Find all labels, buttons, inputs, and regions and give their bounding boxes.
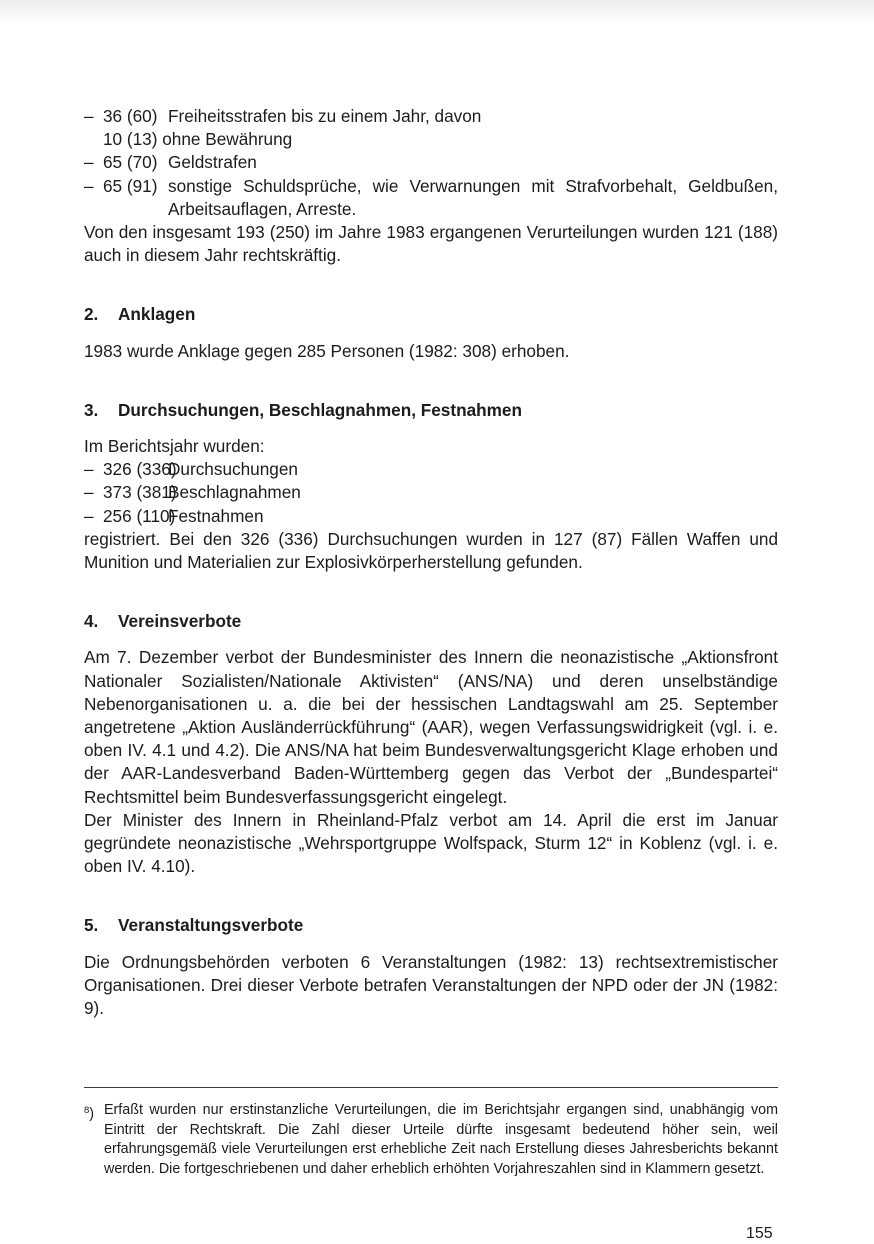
list-dash: – xyxy=(84,505,94,526)
list-dash: – xyxy=(84,175,94,196)
paragraph-veranstaltungsverbote: Die Ordnungsbehörden verboten 6 Veranstaltungen (1982: 13) rechtsextremistischer Organisationen. Drei dieser Verbote betrafen Veranstaltungen der NPD oder der JN (1982: 9). xyxy=(84,951,778,1019)
page-number: 155 xyxy=(746,1225,773,1242)
list-text: Freiheitsstrafen bis zu einem Jahr, davon xyxy=(168,106,482,126)
footnote xyxy=(84,1101,778,1179)
list-subitem xyxy=(84,128,778,151)
page-body xyxy=(84,105,778,1020)
list-number: 256 (110) xyxy=(103,505,176,526)
scan-top-shadow xyxy=(0,0,874,22)
list-number: 65 (91) xyxy=(103,175,158,196)
section-heading-durchsuchungen xyxy=(84,399,778,422)
paragraph-outro: registriert. Bei den 326 (336) Durchsuchungen wurden in 127 (87) Fällen Waffen und Munition und Materialien zur Explosivkörperherstellung gefunden. xyxy=(84,528,778,573)
list-item xyxy=(84,505,778,528)
section-number: 3. xyxy=(84,399,99,420)
section-heading-anklagen xyxy=(84,303,778,326)
list-dash: – xyxy=(84,152,94,173)
list-number: 65 (70) xyxy=(103,152,158,173)
list-item xyxy=(84,458,778,481)
list-dash: – xyxy=(84,106,94,126)
list-item xyxy=(84,105,778,128)
footnote-marker xyxy=(84,1101,94,1125)
list-text: Beschlagnahmen xyxy=(168,482,301,503)
section-number: 4. xyxy=(84,611,99,632)
section-heading-veranstaltungsverbote xyxy=(84,914,778,937)
section-title: Veranstaltungsverbote xyxy=(118,915,304,936)
list-number: 373 (381) xyxy=(103,482,177,503)
list-item xyxy=(84,481,778,504)
section-number: 2. xyxy=(84,304,99,325)
section-number: 5. xyxy=(84,915,99,936)
paragraph-vereinsverbote-1: Am 7. Dezember verbot der Bundesminister des Innern die neonazistische „Aktionsfront Nationaler Sozialisten/Nationale Aktivisten“ (ANS/NA) und deren unselbständige Nebenorganisationen u. a. die bei der hessischen Landtagswahl am 25. September angetretene „Aktion Ausländerrückführung“ (AAR), wegen Verfassungswidrigkeit (vgl. i. e. oben IV. 4.1 und 4.2). Die ANS/NA hat beim Bundesverwaltungsgericht Klage erhoben und der AAR-Landesverband Baden-Württemberg gegen das Verbot der „Bundespartei“ Rechtsmittel beim Bundesverfassungsgericht eingelegt. xyxy=(84,647,778,807)
list-text: sonstige Schuldsprüche, wie Verwarnungen mit Strafvorbehalt, Geldbußen, Arbeitsauflagen, Arreste. xyxy=(168,175,778,219)
section-title: Vereinsverbote xyxy=(118,611,242,632)
paragraph-intro: Im Berichtsjahr wurden: xyxy=(84,436,265,457)
paragraph-anklagen: 1983 wurde Anklage gegen 285 Personen (1982: 308) erhoben. xyxy=(84,340,570,361)
list-item xyxy=(84,175,778,221)
list-dash: – xyxy=(84,482,94,503)
list-dash: – xyxy=(84,459,94,480)
paragraph-vereinsverbote-2: Der Minister des Innern in Rheinland-Pfalz verbot am 14. April die erst im Januar gegründete neonazistische „Wehrsportgruppe Wolfspack, Sturm 12“ in Koblenz (vgl. i. e. oben IV. 4.10). xyxy=(84,809,778,877)
paragraph-verurteilungen: Von den insgesamt 193 (250) im Jahre 1983 ergangenen Verurteilungen wurden 121 (188) auch in diesem Jahr rechtskräftig. xyxy=(84,222,778,266)
list-number: 36 (60) xyxy=(103,106,158,126)
section-title: Durchsuchungen, Beschlagnahmen, Festnahmen xyxy=(118,399,522,420)
list-text: Festnahmen xyxy=(168,505,264,526)
section-title: Anklagen xyxy=(118,304,196,325)
list-text: Durchsuchungen xyxy=(168,459,298,480)
list-number: 10 (13) xyxy=(103,129,158,150)
footnote-marker-paren: ) xyxy=(89,1106,95,1122)
footnote-divider xyxy=(84,1087,778,1088)
list-item xyxy=(84,151,778,174)
footnote-marker-number: 8 xyxy=(84,1105,90,1116)
section-heading-vereinsverbote xyxy=(84,610,778,633)
footnote-text: Erfaßt wurden nur erstinstanzliche Verurteilungen, die im Berichtsjahr ergangen sind, unabhängig vom Eintritt der Rechtskraft. Die Zahl dieser Urteile dürfte insgesamt bedeutend höher sein, weil erfahrungsgemäß viele Verurteilungen erst erhebliche Zeit nach Erstellung dieses Jahresberichts bekannt werden. Die fortgeschriebenen und daher erheblich erhöhten Vorjahreszahlen sind in Klammern gesetzt. xyxy=(104,1102,778,1177)
list-text: Geldstrafen xyxy=(168,152,257,173)
list-text: ohne Bewährung xyxy=(162,129,293,150)
list-number: 326 (336) xyxy=(103,459,177,480)
